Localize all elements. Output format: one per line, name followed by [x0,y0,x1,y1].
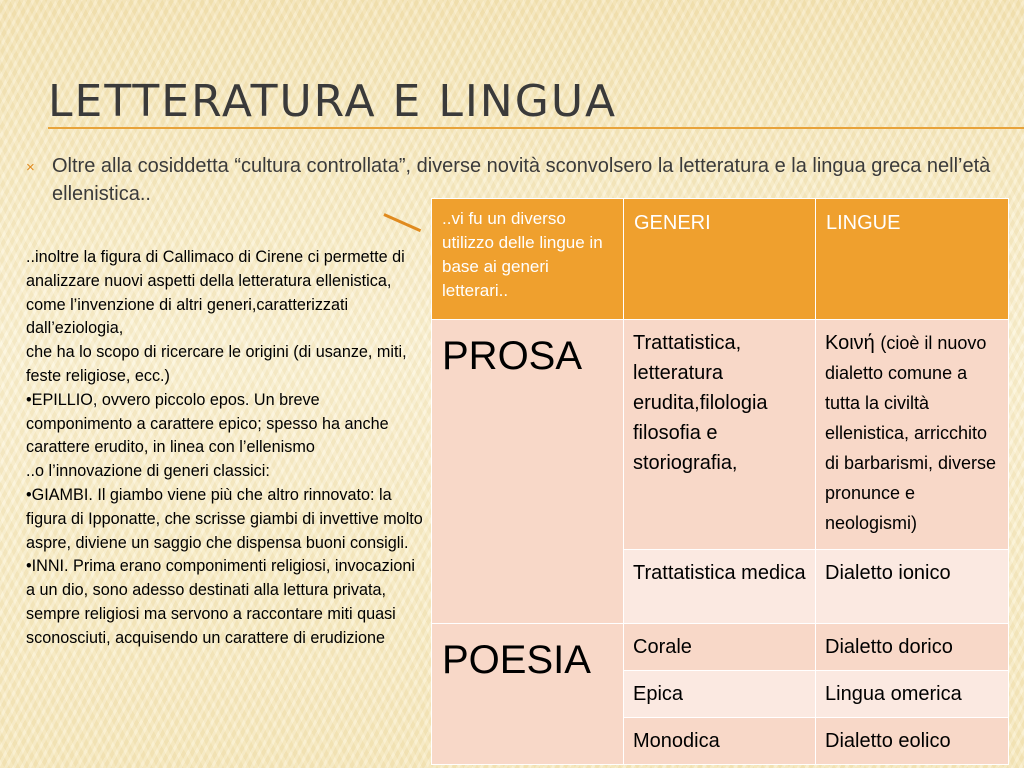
table-cell: Dialetto eolico [816,718,1009,765]
intro-text: Oltre alla cosiddetta “cultura controllata”, diverse novità sconvolsero la letteratura e la lingua greca nell’età ellenistica.. [52,155,991,205]
category-poesia: POESIA [432,624,624,765]
table-cell: Dialetto dorico [816,624,1009,671]
bullet-x-icon: × [26,159,35,176]
table-cell: Trattatistica medica [624,550,816,624]
table-cell: Epica [624,671,816,718]
side-text-box: ..inoltre la figura di Callimaco di Cirene ci permette di analizzare nuovi aspetti della letteratura ellenistica, come l’invenzione di altri generi,caratterizzati dall’eziologia, che ha lo scopo di ricercare le origini (di usanze, miti, feste religiose, ecc.) •EPILLIO, ovvero piccolo epos. Un breve componimento a carattere epico; spesso ha anche carattere erudito, in linea con l’ellenismo ..o l’innovazione di generi classici: •GIAMBI. Il giambo viene più che altro rinnovato: la figura di Ipponatte, che scrisse giambi di invettive molto aspre, diviene un saggio che dispensa buoni consigli. •INNI. Prima erano componimenti religiosi, invocazioni a un dio, sono adesso destinati alla lettura privata, sempre religiosi ma servono a raccontare miti quasi sconosciuti, acquisendo un carattere di erudizione [26,248,423,647]
table-cell: Lingua omerica [816,671,1009,718]
koine-note: (cioè il nuovo dialetto comune a tutta la civiltà ellenistica, arricchito di barbarismi, diverse pronunce e neologismi) [825,333,997,533]
table-header-note: ..vi fu un diverso utilizzo delle lingue in base ai generi letterari.. [432,199,624,320]
table-cell: Monodica [624,718,816,765]
category-prosa: PROSA [432,320,624,624]
table-header-generi: GENERI [624,199,816,320]
table-header-lingue: LINGUE [816,199,1009,320]
title-underline [48,127,1024,129]
table-cell: Trattatistica, letteratura erudita,filologia filosofia e storiografia, [624,320,816,550]
koine-label: Κοινή [825,332,875,354]
genres-languages-table [431,198,1009,765]
table-cell [816,320,1009,550]
connector-line [383,213,421,232]
table-cell: Corale [624,624,816,671]
table-cell: Dialetto ionico [816,550,1009,624]
slide-title: LETTERATURA E LINGUA [48,76,618,127]
